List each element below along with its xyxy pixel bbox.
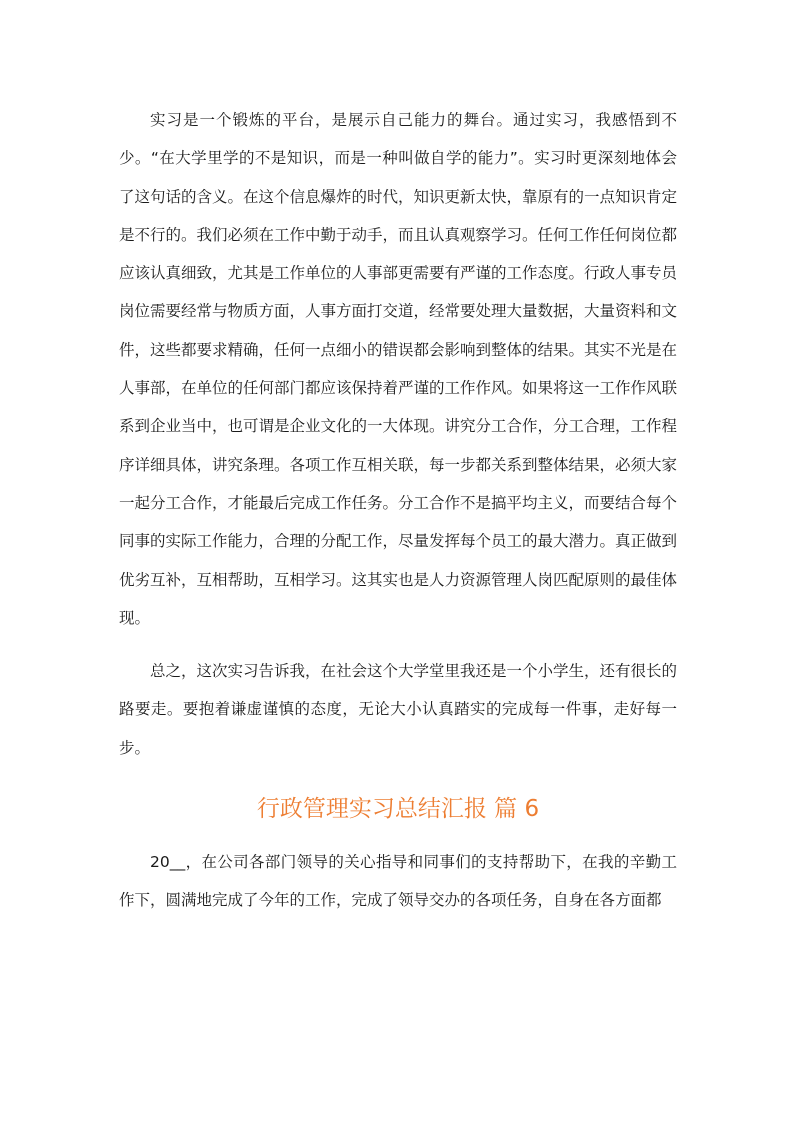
section-heading: 行政管理实习总结汇报 篇 6 [256, 796, 540, 823]
paragraph-conclusion: 总之，这次实习告诉我，在社会这个大学堂里我还是一个小学生，还有很长的路要走。要抱着谦虚谨慎的态度，无论大小认真踏实的完成每一件事，走好每一步。 [119, 662, 678, 757]
document-body [119, 101, 677, 920]
paragraph-internship-reflection: 实习是一个锻炼的平台，是展示自己能力的舞台。通过实习，我感悟到不少。“在大学里学的不是知识，而是一种叫做自学的能力”。实习时更深刻地体会了这句话的含义。在这个信息爆炸的时代，知识更新太快，靠原有的一点知识肯定是不行的。我们必须在工作中勤于动手，而且认真观察学习。任何工作任何岗位都应该认真细致，尤其是工作单位的人事部更需要有严谨的工作态度。行政人事专员岗位需要经常与物质方面，人事方面打交道，经常要处理大量数据，大量资料和文件，这些都要求精确，任何一点细小的错误都会影响到整体的结果。其实不光是在人事部，在单位的任何部门都应该保持着严谨的工作作风。如果将这一工作作风联系到企业当中，也可谓是企业文化的一大体现。讲究分工合作，分工合理，工作程序详细具体，讲究条理。各项工作互相关联，每一步都关系到整体结果，必须大家一起分工合作，才能最后完成工作任务。分工合作不是搞平均主义，而要结合每个同事的实际工作能力，合理的分配工作，尽量发挥每个员工的最大潜力。真正做到优劣互补，互相帮助，互相学习。这其实也是人力资源管理人岗匹配原则的最佳体现。 [119, 111, 678, 627]
paragraph-section-6-intro: 20__，在公司各部门领导的关心指导和同事们的支持帮助下，在我的辛勤工作下，圆满地完成了今年的工作，完成了领导交办的各项任务，自身在各方面都 [119, 853, 677, 910]
